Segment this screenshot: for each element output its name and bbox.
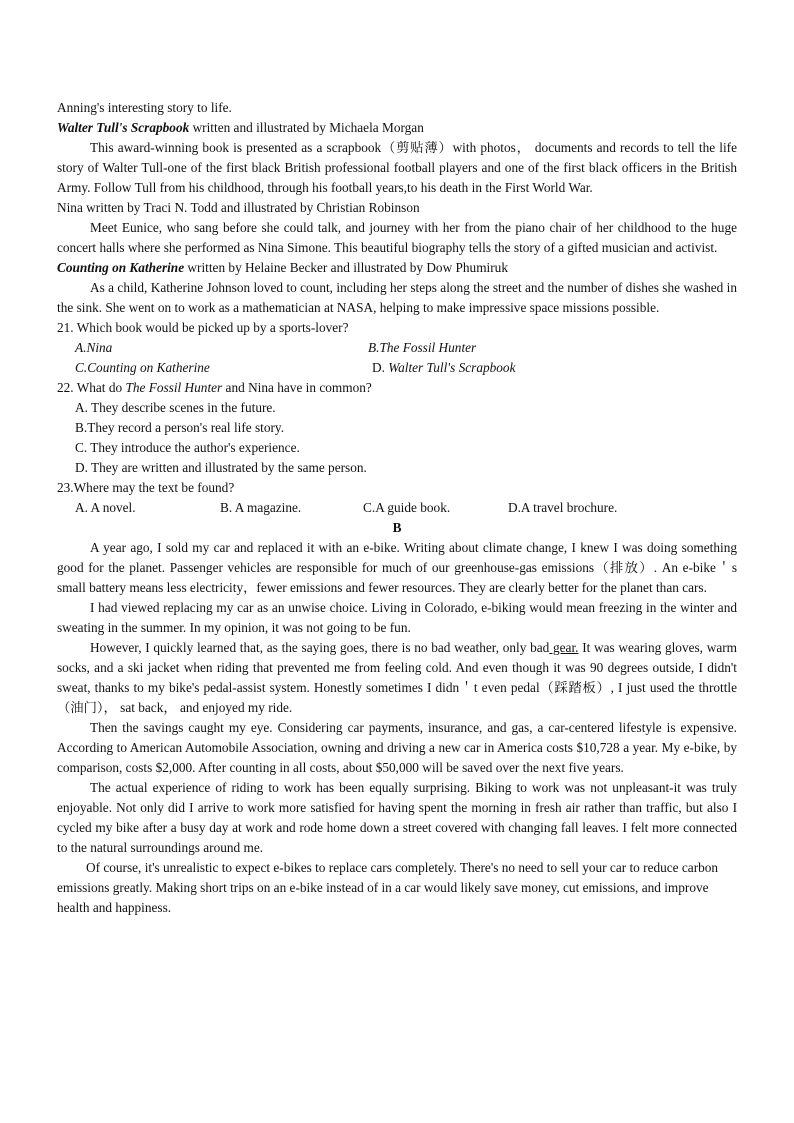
paragraph-3-after: It was wearing gloves, warm socks, and a ski jacket when riding that prevented me from feeling cold. And even though it was 90 degrees outside, I didn't sweat, thanks to my bike's pedal-assist system. Honestly sometimes I didn＇t even pedal（踩踏板）, I just used the throttle（油门）， sat back， and enjoyed my ride. xyxy=(57,640,737,715)
passage-b-paragraph-3 xyxy=(57,638,737,718)
passage-a-continuation: Anning's interesting story to life. xyxy=(57,100,232,115)
book2-heading: Nina written by Traci N. Todd and illustrated by Christian Robinson xyxy=(57,200,420,215)
q21-option-d xyxy=(372,358,515,378)
book3-title: Counting on Katherine xyxy=(57,260,185,275)
passage-b-paragraph-4: Then the savings caught my eye. Considering car payments, insurance, and gas, a car-centered lifestyle is expensive. According to American Automobile Association, owning and driving a new car in America costs $10,728 a year. My e-bike, by comparison, costs $2,000. After counting in all costs, about $50,000 will be saved over the next five years. xyxy=(57,720,737,775)
passage-b-paragraph-2: I had viewed replacing my car as an unwise choice. Living in Colorado, e-biking would mean freezing in the winter and sweating in the summer. In my opinion, it was not going to be fun. xyxy=(57,600,737,635)
q23-option-b: B. A magazine. xyxy=(220,500,302,515)
book3-description: As a child, Katherine Johnson loved to count, including her steps along the street and the number of dishes she washed in the sink. She went on to work as a mathematician at NASA, helping to make impressive space missions possible. xyxy=(57,280,737,315)
book1-description: This award-winning book is presented as a scrapbook（剪贴薄）with photos， documents and records to tell the life story of Walter Tull-one of the first black British professional football players and one of the first black officers in the British Army. Follow Tull from his childhood, through his football years,to his death in the First World War. xyxy=(57,140,737,195)
q22-option-c: C. They introduce the author's experience. xyxy=(75,440,300,455)
question-22-stem xyxy=(57,378,737,398)
paragraph-3-before: However, I quickly learned that, as the saying goes, there is no bad weather, only bad xyxy=(90,640,550,655)
section-b-heading: B xyxy=(392,520,402,535)
q22-option-b: B.They record a person's real life story. xyxy=(75,420,285,435)
q22-stem-title: The Fossil Hunter xyxy=(125,380,223,395)
q21-option-d-label: D. xyxy=(372,360,389,375)
passage-b-paragraph-6: Of course, it's unrealistic to expect e-bikes to replace cars completely. There's no need to sell your car to reduce carbon emissions greatly. Making short trips on an e-bike instead of in a car would likely save money, cut emissions, and improve health and happiness. xyxy=(57,860,719,915)
book1-title: Walter Tull's Scrapbook xyxy=(57,120,190,135)
book3-byline: written by Helaine Becker and illustrated by Dow Phumiruk xyxy=(184,260,508,275)
question-23-stem: 23.Where may the text be found? xyxy=(57,480,235,495)
question-21-stem: 21. Which book would be picked up by a sports-lover? xyxy=(57,320,349,335)
q21-option-d-title: Walter Tull's Scrapbook xyxy=(388,360,516,375)
q22-option-d: D. They are written and illustrated by the same person. xyxy=(75,460,367,475)
q23-option-d: D.A travel brochure. xyxy=(508,500,618,515)
book3-heading xyxy=(57,258,737,278)
q22-stem-suffix: and Nina have in common? xyxy=(222,380,372,395)
book1-byline: written and illustrated by Michaela Morgan xyxy=(189,120,424,135)
q22-stem-prefix: 22. What do xyxy=(57,380,126,395)
book2-description: Meet Eunice, who sang before she could talk, and journey with her from the piano chair of her childhood to the huge concert halls where she performed as Nina Simone. This beautiful biography tells the story of a gifted musician and activist. xyxy=(57,220,737,255)
underlined-word-gear: gear. xyxy=(549,640,579,655)
q23-option-a: A. A novel. xyxy=(75,500,136,515)
q22-option-a: A. They describe scenes in the future. xyxy=(75,400,276,415)
passage-b-paragraph-5: The actual experience of riding to work has been equally surprising. Biking to work was not unpleasant-it was truly enjoyable. Not only did I arrive to work more satisfied for having spent the morning in fresh air rather than traffic, but also I cycled my bike after a busy day at work and rode home down a street covered with changing fall leaves. I felt more connected to the natural surroundings around me. xyxy=(57,780,737,855)
document-page xyxy=(57,98,737,918)
q21-option-b: B.The Fossil Hunter xyxy=(368,340,477,355)
q23-option-c: C.A guide book. xyxy=(363,500,451,515)
book1-heading xyxy=(57,118,737,138)
question-21-options-row1 xyxy=(57,338,737,358)
question-21-options-row2 xyxy=(57,358,737,378)
passage-b-paragraph-1: A year ago, I sold my car and replaced it with an e-bike. Writing about climate change, I knew I was doing something good for the planet. Passenger vehicles are responsible for much of our greenhouse-gas emissions（排放）. An e-bike＇s small battery means less electricity，fewer emissions and fewer resources. They are clearly better for the planet than cars. xyxy=(57,540,737,595)
q21-option-c: C.Counting on Katherine xyxy=(75,360,210,375)
question-23-options xyxy=(57,498,737,518)
q21-option-a: A.Nina xyxy=(75,340,113,355)
